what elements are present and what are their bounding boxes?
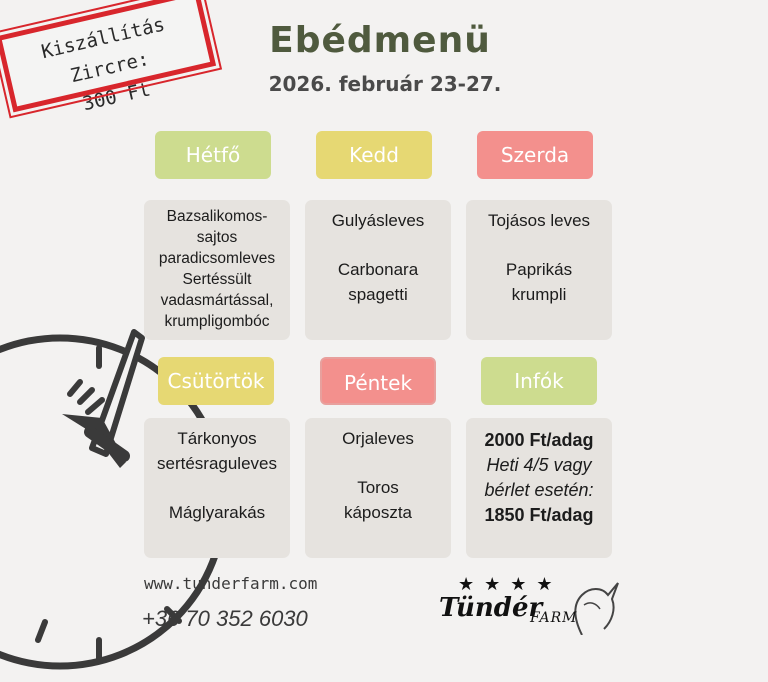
info-line: bérlet esetén:: [484, 480, 594, 500]
menu-card-tuesday: [305, 200, 451, 340]
menu-line: Gulyásleves: [331, 211, 425, 230]
day-label-thursday: Csütörtök: [158, 357, 274, 405]
menu-line: Tárkonyos: [177, 429, 257, 448]
day-label-wednesday: Szerda: [477, 131, 593, 179]
price-regular: 2000 Ft/adag: [484, 430, 594, 450]
day-label-tuesday: Kedd: [316, 131, 432, 179]
menu-line: vadasmártással,: [160, 292, 274, 309]
menu-line: paradicsomleves: [158, 250, 276, 267]
menu-line: sajtos: [196, 229, 238, 246]
menu-card-monday: [144, 200, 290, 340]
menu-card-friday: [305, 418, 451, 558]
menu-line: Paprikás: [505, 260, 573, 279]
stamp-line-1: Kiszállítás Zircre:: [39, 13, 167, 88]
info-line: Heti 4/5 vagy: [486, 455, 592, 475]
logo-sub: FARM: [530, 610, 578, 626]
day-label-monday: Hétfő: [155, 131, 271, 179]
menu-line: Orjaleves: [342, 429, 414, 448]
page-title: Ebédmenü: [269, 20, 491, 61]
menu-line: Bazsalikomos-: [166, 208, 268, 225]
menu-card-thursday: [144, 418, 290, 558]
price-discount: 1850 Ft/adag: [484, 505, 594, 525]
phone-number: +36 70 352 6030: [142, 606, 308, 631]
day-label-friday: Péntek: [320, 357, 436, 405]
menu-line: Carbonara: [337, 260, 419, 279]
day-label-info: Infók: [481, 357, 597, 405]
menu-line: spagetti: [348, 285, 408, 304]
menu-card-wednesday: [466, 200, 612, 340]
menu-line: Tojásos leves: [487, 211, 591, 230]
logo-stars-icon: ★★★★: [458, 574, 563, 595]
website-link[interactable]: www.tunderfarm.com: [144, 574, 318, 593]
date-range: 2026. február 23-27.: [268, 72, 502, 96]
menu-line: krumpli: [511, 285, 567, 304]
menu-line: Máglyarakás: [168, 503, 266, 522]
menu-line: káposzta: [343, 503, 413, 522]
stamp-line-2: 300 Ft: [80, 78, 153, 116]
logo-name: Tündér: [439, 593, 543, 623]
menu-card-info: [466, 418, 612, 558]
menu-line: Sertéssült: [182, 271, 252, 288]
menu-line: krumpligombóc: [164, 313, 270, 330]
menu-line: sertésraguleves: [156, 454, 277, 473]
menu-line: Toros: [357, 478, 399, 497]
